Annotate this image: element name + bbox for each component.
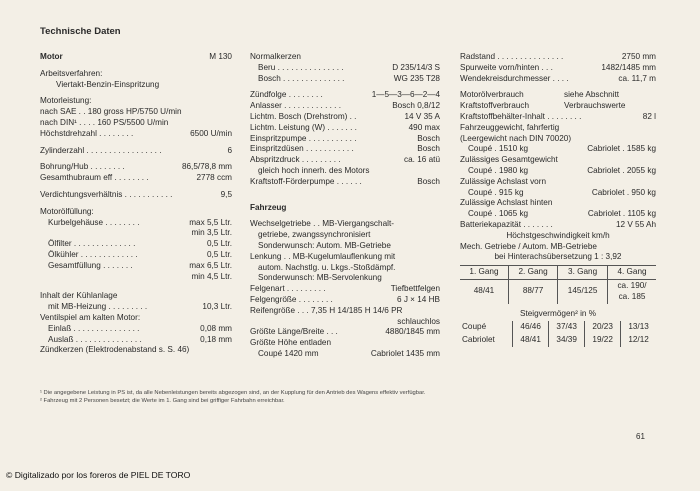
spec-label: Radstand . . . . . . . . . . . . . . .	[460, 52, 564, 61]
spec-value: Cabriolet . 2055 kg	[587, 165, 656, 175]
spec-row	[250, 230, 440, 241]
spec-label: Bosch . . . . . . . . . . . . . .	[258, 73, 345, 83]
spec-row	[40, 324, 232, 335]
spec-label: Zündkerzen (Elektrodenabstand s. S. 46)	[40, 345, 190, 355]
spec-value: Cabriolet . 1105 kg	[587, 209, 656, 219]
spec-row	[460, 166, 656, 177]
spec-row	[40, 129, 232, 140]
table-header-cell: 2. Gang	[508, 266, 557, 280]
spec-row	[40, 80, 232, 91]
spec-row	[40, 162, 232, 173]
spec-value: 6	[227, 145, 232, 155]
table-cell: 20/23	[585, 321, 621, 334]
spec-value: Sonderwunsch: MB-Servolenkung	[258, 273, 382, 283]
spec-label: Batteriekapazität . . . . . . .	[460, 219, 553, 229]
table-cell: 37/43	[549, 321, 585, 334]
spec-label: Kraftstoffbehälter-Inhalt . . . . . . . .	[460, 111, 582, 121]
spec-row	[250, 52, 440, 63]
table-cell: 12/12	[621, 334, 656, 347]
spec-row	[460, 52, 656, 63]
spec-row	[40, 107, 232, 118]
spec-value: Tiefbettfelgen	[390, 284, 440, 294]
spec-value: M 130	[209, 52, 232, 61]
spec-label: Wendekreisdurchmesser . . . .	[460, 73, 569, 83]
table-cell: Cabriolet	[462, 335, 495, 345]
spec-value: Coupé 1420 mm	[258, 348, 319, 358]
spec-value: max 6,5 Ltr.	[189, 260, 232, 270]
spec-label: Lichtm. Leistung (W) . . . . . . .	[250, 122, 357, 132]
spec-label: Zulässiges Gesamtgewicht	[460, 155, 558, 165]
spec-row	[40, 302, 232, 313]
spec-row	[40, 69, 232, 80]
spec-row	[40, 313, 232, 324]
spec-value: 2750 mm	[621, 52, 656, 61]
spec-label: Auslaß . . . . . . . . . . . . . . .	[48, 334, 142, 344]
table-row	[460, 334, 656, 347]
spec-label: Zylinderzahl . . . . . . . . . . . . . . . . .	[40, 145, 162, 155]
spec-row	[250, 101, 440, 112]
table-cell: 48/41	[513, 334, 549, 347]
column-1	[40, 52, 232, 356]
spec-label: Spurweite vorn/hinten . . .	[460, 62, 553, 72]
spec-value: getriebe, zwangssynchronisiert	[258, 230, 371, 240]
spec-value: Cabriolet 1435 mm	[370, 348, 440, 358]
spec-value: bei Hinterachsübersetzung 1 : 3,92	[494, 252, 622, 262]
page-number: 61	[636, 432, 645, 441]
spec-row	[40, 272, 232, 283]
spec-row	[460, 220, 656, 231]
spec-value: Cabriolet . 950 kg	[591, 187, 656, 197]
spec-row	[250, 166, 440, 177]
spec-value: 1—5—3—6—2—4	[371, 90, 440, 100]
spec-row	[250, 144, 440, 155]
spec-value: schlauchlos	[397, 316, 440, 326]
spec-value: 2778 ccm	[196, 173, 232, 183]
spec-row	[460, 101, 656, 112]
spec-label: Einspritzdüsen . . . . . . . . . . .	[250, 144, 354, 154]
spec-row	[460, 123, 656, 134]
spec-row	[250, 177, 440, 188]
table-row	[460, 279, 656, 303]
spec-row	[250, 349, 440, 360]
spec-value: Coupé . 915 kg	[468, 187, 524, 197]
spec-row	[250, 252, 440, 263]
spec-value: 0,08 mm	[200, 323, 232, 333]
spec-label: Beru . . . . . . . . . . . . . . .	[258, 62, 344, 72]
spec-label: Größte Höhe entladen	[250, 338, 332, 348]
spec-label: Höchstdrehzahl . . . . . . . .	[40, 128, 134, 138]
spec-value: Viertakt-Benzin-Einspritzung	[56, 79, 160, 89]
spec-value: 0,5 Ltr.	[206, 249, 232, 259]
spec-label: Motor	[40, 52, 63, 61]
spec-value: 490 max	[408, 122, 440, 132]
spec-label: Abspritzdruck . . . . . . . . .	[250, 155, 341, 165]
table-cell: 46/46	[513, 321, 549, 334]
gear-speed-table	[460, 265, 656, 303]
footnote-1: ¹ Die angegebene Leistung in PS ist, da alle Nebenleistungen bereits abgezogen sind, an der Kupplung für den Antrieb des Wagens effektiv verfügbar.	[40, 390, 426, 396]
table-row	[460, 321, 656, 334]
spec-label: Reifengröße . . . 7,35 H 14/185 H 14/6 PR	[250, 305, 403, 315]
spec-row	[460, 155, 656, 166]
spec-label: Fahrzeuggewicht, fahrfertig	[460, 122, 560, 132]
spec-row	[250, 219, 440, 230]
spec-value: Cabriolet . 1585 kg	[587, 144, 656, 154]
spec-label: Lichtm. Bosch (Drehstrom) . .	[250, 111, 357, 121]
spec-label: Ölfilter . . . . . . . . . . . . . .	[48, 239, 136, 249]
spec-row	[40, 335, 232, 346]
spec-row	[460, 177, 656, 188]
spec-label: Motorölfüllung:	[40, 206, 94, 216]
spec-row	[250, 317, 440, 328]
section-heading-fahrzeug: Fahrzeug	[250, 202, 287, 212]
spec-label: Felgengröße . . . . . . . .	[250, 294, 333, 304]
spec-row	[40, 118, 232, 129]
spec-label: Höchstgeschwindigkeit km/h	[506, 230, 610, 240]
column-3	[460, 52, 656, 347]
spec-label: Verdichtungsverhältnis . . . . . . . . . . .	[40, 189, 173, 199]
spec-label: gleich hoch innerh. des Motors	[258, 165, 370, 175]
spec-label: mit MB-Heizung . . . . . . . . .	[48, 302, 148, 312]
spec-row	[250, 273, 440, 284]
spec-row	[250, 90, 440, 101]
spec-row	[40, 291, 232, 302]
spec-row	[250, 63, 440, 74]
spec-row	[460, 74, 656, 85]
spec-value: 6 J × 14 HB	[396, 294, 440, 304]
spec-row	[460, 134, 656, 145]
spec-label: Zulässige Achslast hinten	[460, 198, 553, 208]
spec-label: Kraftstoff-Förderpumpe . . . . . .	[250, 176, 362, 186]
spec-value: nach SAE . . 180 gross HP/5750 U/min	[40, 107, 182, 117]
spec-value: autom. Nachstlg. u. Lkgs.-Stoßdämpf.	[258, 262, 396, 272]
spec-label: Anlasser . . . . . . . . . . . . .	[250, 101, 341, 111]
spec-value: 4880/1845 mm	[385, 327, 440, 337]
spec-row	[460, 209, 656, 220]
spec-value: WG 235 T28	[393, 73, 440, 83]
spec-label: Größte Länge/Breite . . .	[250, 327, 338, 337]
spec-value: ca. 16 atü	[404, 155, 440, 165]
footnotes	[40, 389, 660, 405]
spec-value: 0,18 mm	[200, 334, 232, 344]
spec-value: Sonderwunsch: Autom. MB-Getriebe	[258, 240, 391, 250]
spec-value: Bosch 0,8/12	[392, 101, 440, 111]
spec-value: min 4,5 Ltr.	[191, 271, 232, 281]
table-header-row	[460, 266, 656, 280]
column-2	[250, 52, 440, 360]
spec-value: nach DIN¹ . . . . 160 PS/5500 U/min	[40, 117, 169, 127]
spec-value: 86,5/78,8 mm	[181, 162, 232, 172]
spec-row	[460, 90, 656, 101]
spec-row	[250, 74, 440, 85]
spec-row	[250, 338, 440, 349]
spec-row	[460, 252, 656, 263]
spec-row	[40, 250, 232, 261]
spec-value: Coupé . 1980 kg	[468, 165, 529, 175]
table-cell-value: ca. 190/	[617, 280, 647, 290]
spec-value: min 3,5 Ltr.	[191, 228, 232, 238]
spec-row	[40, 190, 232, 201]
spec-row	[40, 207, 232, 218]
spec-row	[250, 123, 440, 134]
spec-value: 10,3 Ltr.	[202, 302, 232, 312]
table-cell: 13/13	[621, 321, 656, 334]
spec-label: Gesamtfüllung . . . . . . .	[48, 260, 133, 270]
spec-row	[250, 134, 440, 145]
spec-label: Gesamthubraum eff . . . . . . . .	[40, 173, 149, 183]
table-cell: 34/39	[549, 334, 585, 347]
spec-row	[460, 188, 656, 199]
spec-label: Normalkerzen	[250, 52, 301, 61]
table-header-cell: 3. Gang	[558, 266, 608, 280]
spec-row	[40, 146, 232, 157]
footnote-2: ² Fahrzeug mit 2 Personen besetzt; die Werte im 1. Gang sind bei griffiger Fahrbahn erreichbar.	[40, 398, 285, 404]
spec-label: Arbeitsverfahren:	[40, 68, 103, 78]
spec-row	[40, 218, 232, 229]
spec-label: Wechselgetriebe . . MB-Viergangschalt-	[250, 219, 394, 229]
page-heading: Technische Daten	[40, 26, 121, 37]
spec-value: Coupé . 1510 kg	[468, 144, 529, 154]
spec-row	[250, 295, 440, 306]
spec-value: 14 V 35 A	[404, 111, 440, 121]
spec-label: Einlaß . . . . . . . . . . . . . . .	[48, 323, 140, 333]
spec-value: Bosch	[417, 176, 440, 186]
spec-label: Kraftstoffverbrauch	[460, 101, 530, 111]
spec-row	[250, 155, 440, 166]
spec-value: 82 l	[642, 111, 656, 121]
spec-value: 6500 U/min	[190, 128, 232, 138]
table-cell: Coupé	[462, 322, 487, 332]
spec-value: Bosch	[417, 144, 440, 154]
spec-label: (Leergewicht nach DIN 70020)	[460, 133, 572, 143]
spec-value: max 5,5 Ltr.	[189, 217, 232, 227]
spec-value: Coupé . 1065 kg	[468, 209, 529, 219]
spec-value: Verbrauchswerte	[564, 101, 626, 111]
spec-label: Bohrung/Hub . . . . . . . .	[40, 162, 125, 172]
steigvermoegen-label: Steigvermögen² in %	[520, 308, 596, 318]
spec-row	[250, 112, 440, 123]
spec-row	[40, 96, 232, 107]
spec-value: D 235/14/3 S	[392, 62, 440, 72]
table-cell: 145/125	[558, 279, 608, 303]
spec-row	[460, 144, 656, 155]
spec-value: 12 V 55 Ah	[615, 219, 656, 229]
spec-value: 9,5	[220, 189, 232, 199]
spec-label: Ventilspiel am kalten Motor:	[40, 312, 141, 322]
spec-value: 1482/1485 mm	[601, 62, 656, 72]
spec-value: 0,5 Ltr.	[206, 239, 232, 249]
spec-value: siehe Abschnitt	[564, 90, 620, 100]
spec-row	[250, 263, 440, 274]
spec-row-motor	[40, 52, 232, 63]
spec-row	[250, 241, 440, 252]
spec-row	[460, 63, 656, 74]
table-header-cell: 4. Gang	[608, 266, 656, 280]
spec-row	[250, 306, 440, 317]
spec-row	[460, 112, 656, 123]
spec-value: ca. 11,7 m	[618, 73, 656, 83]
spec-row	[40, 228, 232, 239]
credit-watermark: © Digitalizado por los foreros de PIEL DE TORO	[6, 470, 191, 480]
spec-label: Motorölverbrauch	[460, 90, 524, 100]
spec-row	[40, 261, 232, 272]
table-cell: 19/22	[585, 334, 621, 347]
spec-row	[40, 239, 232, 250]
spec-row	[250, 284, 440, 295]
spec-label: Kurbelgehäuse . . . . . . . .	[48, 217, 140, 227]
spec-label: Zulässige Achslast vorn	[460, 176, 547, 186]
spec-label: Zündfolge . . . . . . . .	[250, 90, 323, 100]
table-cell: 88/77	[508, 279, 557, 303]
table-cell	[608, 279, 656, 303]
spec-label: Motorleistung:	[40, 96, 92, 106]
table-header-cell: 1. Gang	[460, 266, 508, 280]
spec-row	[460, 231, 656, 242]
table-cell-value: ca. 185	[618, 291, 646, 301]
spec-row	[250, 327, 440, 338]
spec-label: Einspritzpumpe . . . . . . . . . . .	[250, 133, 357, 143]
gradient-table	[460, 321, 656, 347]
spec-label: Inhalt der Kühlanlage	[40, 291, 118, 301]
spec-row	[40, 173, 232, 184]
spec-row	[40, 345, 232, 356]
spec-value: Bosch	[417, 133, 440, 143]
spec-row	[460, 242, 656, 253]
spec-label: Ölkühler . . . . . . . . . . . . .	[48, 249, 138, 259]
spec-row	[460, 198, 656, 209]
spec-label: Felgenart . . . . . . . . .	[250, 284, 326, 294]
spec-value: Mech. Getriebe / Autom. MB-Getriebe	[460, 241, 597, 251]
table-cell: 48/41	[473, 286, 495, 296]
spec-label: Lenkung . . MB-Kugelumlauflenkung mit	[250, 251, 396, 261]
